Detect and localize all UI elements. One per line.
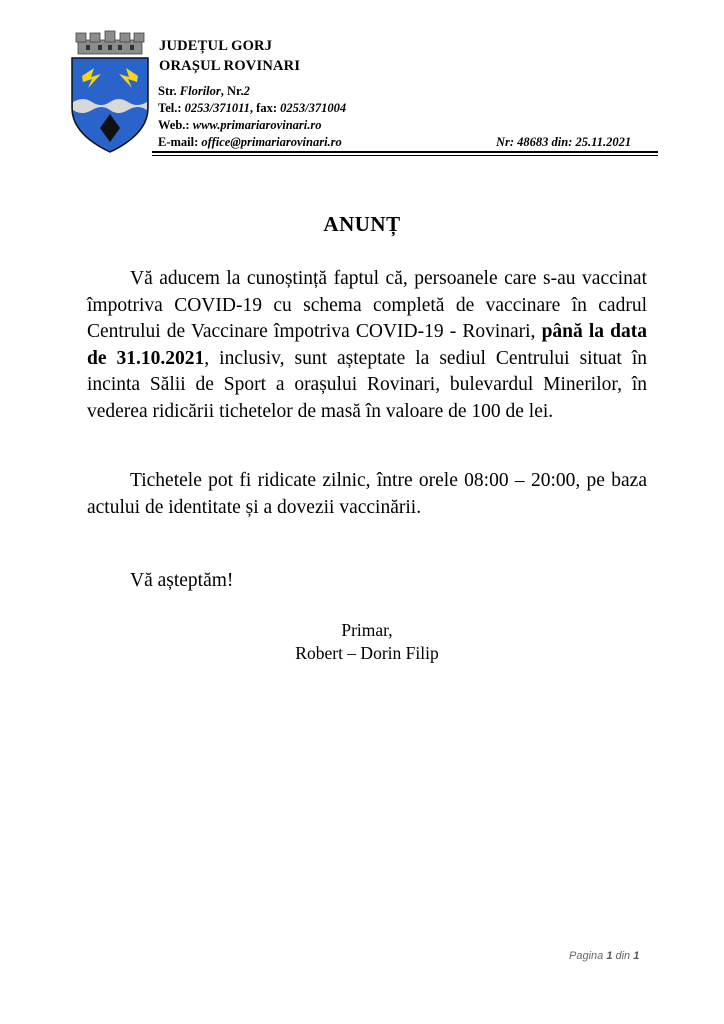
deadline-date: până la data de 31.10.2021 — [87, 321, 647, 369]
page-number: Pagina 1 din 1 — [569, 950, 640, 962]
pickup-paragraph: Tichetele pot fi ridicate zilnic, între orele 08:00 – 20:00, pe baza actului de identitate și a dovezii vaccinării. — [87, 470, 647, 518]
signature-role: Primar, — [341, 620, 393, 640]
signature-name: Robert – Dorin Filip — [295, 643, 439, 663]
phone-line: Tel.: 0253/371011, fax: 0253/371004 — [158, 101, 347, 115]
closing-line: Vă așteptăm! — [130, 570, 234, 591]
email-link[interactable]: office@primariarovinari.ro — [201, 135, 342, 149]
header-divider — [152, 151, 658, 153]
document-title: ANUNȚ — [323, 212, 401, 236]
website-link[interactable]: www.primariarovinari.ro — [192, 118, 322, 132]
web-line: Web.: www.primariarovinari.ro — [158, 118, 322, 132]
header-divider-thin — [152, 155, 658, 156]
address-line: Str. Florilor, Nr.2 — [158, 84, 250, 98]
county-name: JUDEȚUL GORJ — [159, 38, 273, 54]
coat-of-arms-icon — [68, 30, 152, 154]
email-line: E-mail: office@primariarovinari.ro — [158, 135, 342, 149]
city-name: ORAȘUL ROVINARI — [159, 58, 301, 74]
registration-number: Nr: 48683 din: 25.11.2021 — [496, 135, 632, 149]
announcement-paragraph: Vă aducem la cunoștință faptul că, persoanele care s-au vaccinat împotriva COVID-19 cu schema completă de vaccinare în cadrul Centrului de Vaccinare împotriva COVID-19 - Rovinari, până la data de 31.10.2021, inclusiv, sunt așteptate la sediul Centrului situat în incinta Sălii de Sport a orașului Rovinari, bulevardul Minerilor, în vederea ridicării tichetelor de masă în valoare de 100 de lei. — [87, 268, 647, 422]
